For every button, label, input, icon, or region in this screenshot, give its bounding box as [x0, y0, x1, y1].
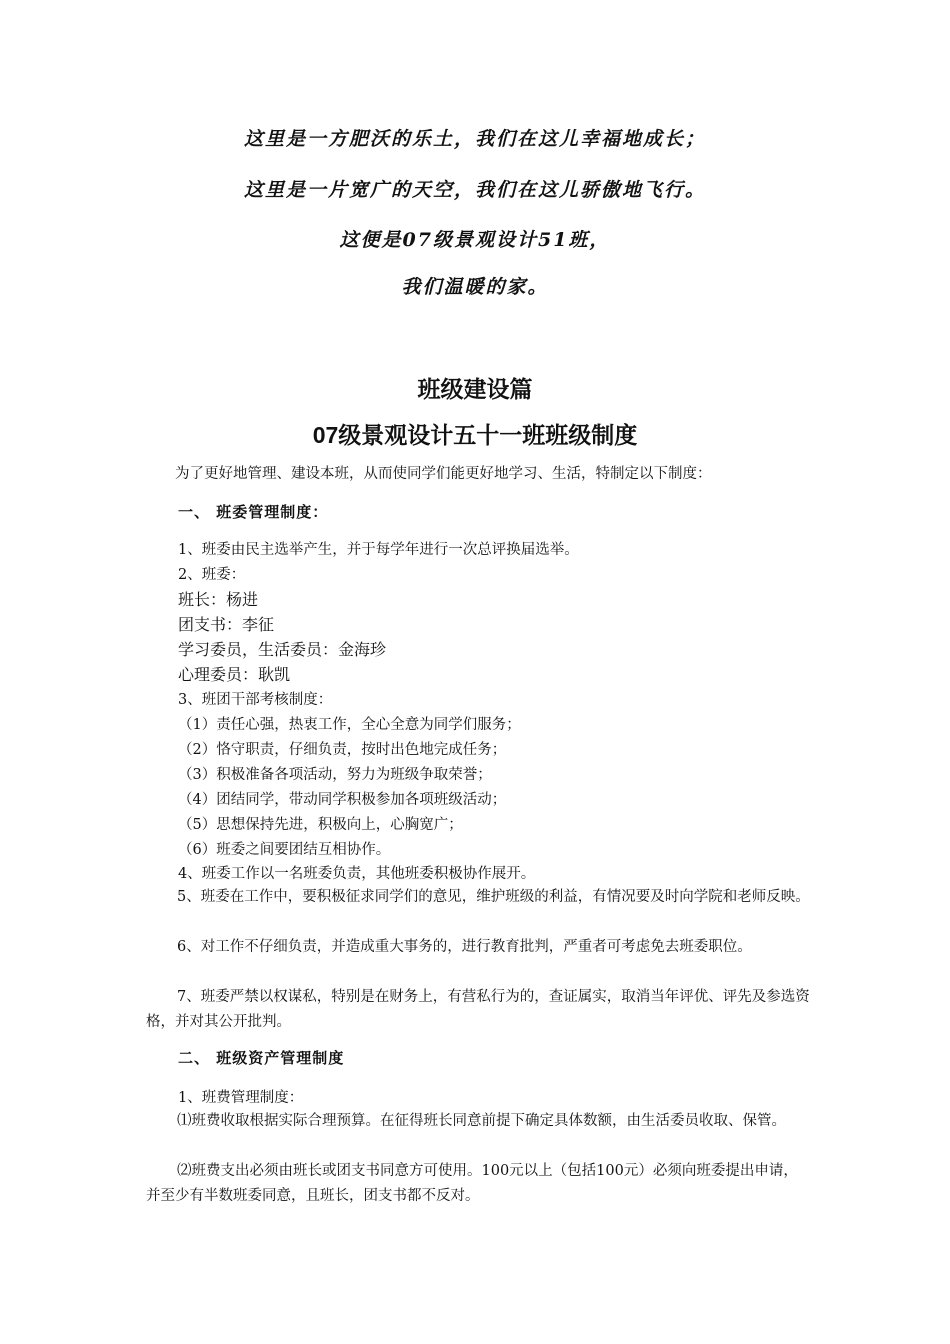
assessment-sub-1: （1）责任心强，热衷工作，全心全意为同学们服务； — [178, 717, 521, 733]
study-life-committee-line: 学习委员，生活委员：金海珍 — [178, 642, 387, 659]
assessment-sub-2: （2）恪守职责，仔细负责，按时出色地完成任务； — [178, 742, 507, 758]
assets-item-1: 1、班费管理制度： — [178, 1090, 304, 1106]
assets-sub-1: ⑴班费收取根据实际合理预算。在征得班长同意前提下确定具体数额，由生活委员收取、保管。 — [177, 1113, 786, 1129]
committee-item-2: 2、班委： — [178, 567, 246, 583]
part-title: 班级建设篇 — [417, 376, 533, 402]
assessment-sub-3: （3）积极准备各项活动，努力为班级争取荣誉； — [178, 767, 492, 783]
assessment-sub-5: （5）思想保持先进，积极向上，心胸宽广； — [178, 817, 463, 833]
section-heading-assets: 二、 班级资产管理制度 — [178, 1049, 345, 1067]
poem-line-3: 这便是07级景观设计51班， — [339, 229, 611, 251]
section-heading-committee: 一、 班委管理制度： — [178, 503, 329, 521]
assets-sub-2: ⑵班费支出必须由班长或团支书同意方可使用。100元以上（包括100元）必须向班委提出申请，并至少有半数班委同意，且班长，团支书都不反对。 — [146, 1163, 798, 1204]
monitor-line: 班长：杨进 — [178, 592, 259, 609]
poem-line-4: 我们温暖的家。 — [401, 276, 549, 298]
committee-item-5: 5、班委在工作中，要积极征求同学们的意见，维护班级的利益，有情况要及时向学院和老师反映。 — [177, 889, 810, 905]
psychology-committee-line: 心理委员：耿凯 — [178, 667, 291, 684]
assessment-sub-6: （6）班委之间要团结互相协作。 — [178, 842, 391, 858]
poem-line-2: 这里是一片宽广的天空，我们在这儿骄傲地飞行。 — [243, 179, 706, 201]
committee-item-7: 7、班委严禁以权谋私，特别是在财务上，有营私行为的，查证属实，取消当年评优、评先及参选资格，并对其公开批判。 — [146, 989, 810, 1030]
committee-item-6: 6、对工作不仔细负责，并造成重大事务的，进行教育批判，严重者可考虑免去班委职位。 — [177, 939, 752, 955]
league-secretary-line: 团支书：李征 — [178, 617, 275, 634]
assessment-sub-4: （4）团结同学，带动同学积极参加各项班级活动； — [178, 792, 507, 808]
document-title: 07级景观设计五十一班班级制度 — [312, 422, 638, 448]
intro-paragraph: 为了更好地管理、建设本班，从而使同学们能更好地学习、生活，特制定以下制度： — [175, 466, 712, 482]
committee-item-4: 4、班委工作以一名班委负责，其他班委积极协作展开。 — [178, 866, 536, 882]
committee-item-1: 1、班委由民主选举产生，并于每学年进行一次总评换届选举。 — [178, 542, 579, 558]
committee-item-3: 3、班团干部考核制度： — [178, 692, 333, 708]
poem-line-1: 这里是一方肥沃的乐土，我们在这儿幸福地成长； — [243, 128, 706, 150]
